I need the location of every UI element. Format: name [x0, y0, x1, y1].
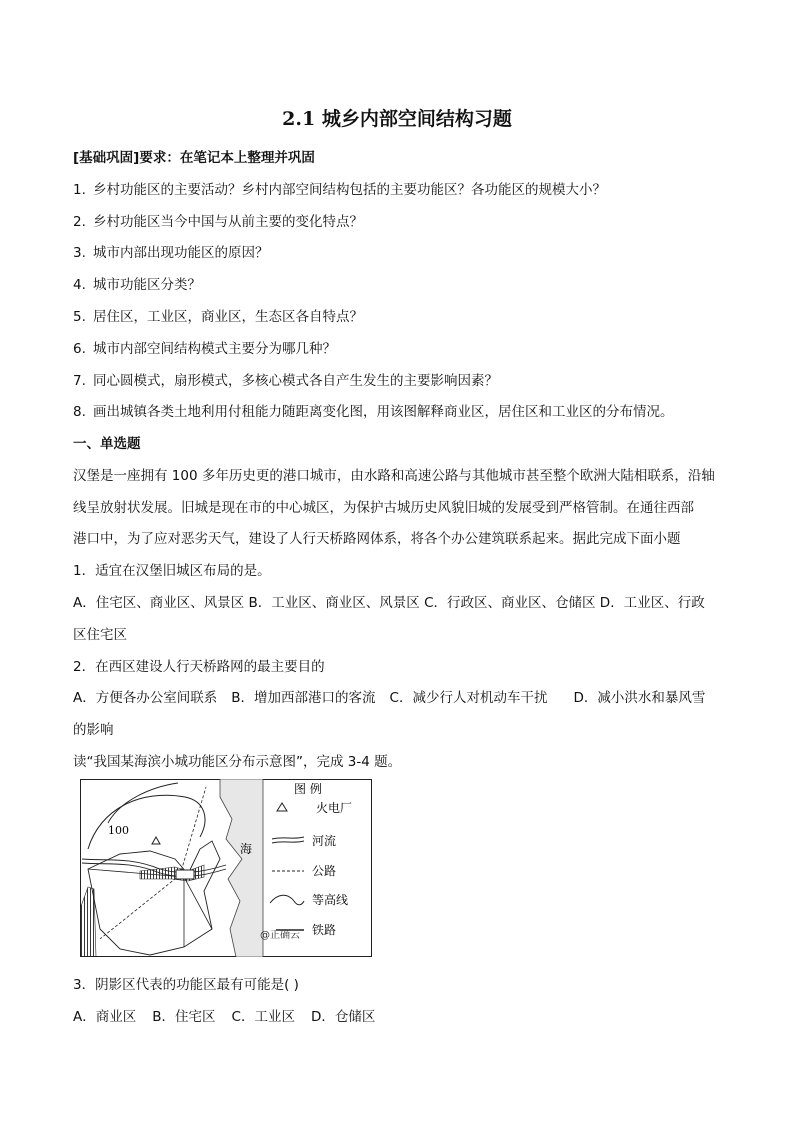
item-text: 城市内部空间结构模式主要分为哪几种？: [93, 341, 336, 357]
basics-item: [73, 178, 606, 198]
passage-line: 线呈放射状发展。旧城是现在市的中心城区，为保护古城历史风貌旧城的发展受到严格管制。在通往西部: [73, 500, 694, 516]
read-instruction: 读“我国某海滨小城功能区分布示意图”，完成 3-4 题。: [73, 754, 402, 770]
option-d: D．仓储区: [310, 1009, 376, 1025]
option-c: C．减少行人对机动车干扰: [389, 690, 548, 706]
passage-line: 港口中，为了应对恶劣天气，建设了人行天桥路网体系，将各个办公建筑联系起来。据此完成下面小题: [73, 531, 681, 547]
page-title: 2.1 城乡内部空间结构习题: [282, 108, 512, 130]
legend-label: 河流: [312, 834, 337, 848]
passage-line: 汉堡是一座拥有 100 多年历史更的港口城市，由水路和高速公路与其他城市甚至整个欧洲大陆相联系，沿轴: [73, 468, 715, 484]
item-number: 4.: [73, 277, 86, 293]
item-text: 乡村功能区的主要活动？乡村内部空间结构包括的主要功能区？各功能区的规模大小？: [93, 182, 606, 198]
question-options: 的影响: [73, 722, 114, 738]
question-options: A．住宅区、商业区、风景区 B．工业区、商业区、风景区 C．行政区、商业区、仓储区 D．工业区、行政: [73, 595, 705, 611]
station-box: [176, 870, 194, 879]
option-b: B．增加西部港口的客流: [231, 690, 376, 706]
legend-label: 公路: [312, 864, 337, 878]
item-number: 5.: [73, 309, 86, 325]
question-stem: 2．在西区建设人行天桥路网的最主要目的: [73, 659, 325, 675]
question-options: [73, 686, 705, 706]
item-number: 1.: [73, 182, 86, 198]
item-number: 7.: [73, 373, 86, 389]
basics-item: [73, 369, 498, 389]
watermark: @正确云: [260, 930, 300, 941]
legend-label: 铁路: [312, 923, 337, 937]
option-a: A．方便各办公室间联系: [73, 690, 218, 706]
item-text: 同心圆模式，扇形模式，多核心模式各自产生发生的主要影响因素？: [93, 373, 498, 389]
legend-title: 图 例: [294, 782, 322, 796]
item-text: 居住区，工业区，商业区，生态区各自特点？: [93, 309, 363, 325]
question-stem: 1．适宜在汉堡旧城区布局的是。: [73, 563, 271, 579]
question-stem: 3．阴影区代表的功能区最有可能是( ): [73, 977, 299, 993]
option-d: D．减小洪水和暴风雪: [573, 690, 706, 706]
question-options: 区住宅区: [73, 627, 127, 643]
question-options: [73, 1005, 375, 1025]
option-b: B．住宅区: [152, 1009, 216, 1025]
option-a: A．商业区: [73, 1009, 137, 1025]
item-text: 城市功能区分类？: [93, 277, 201, 293]
basics-item: [73, 305, 363, 325]
item-number: 8.: [73, 404, 86, 420]
item-number: 2.: [73, 214, 86, 230]
item-text: 乡村功能区当今中国与从前主要的变化特点？: [93, 214, 363, 230]
basics-item: [73, 273, 201, 293]
sea-label: 海: [240, 842, 253, 856]
section-header: 一、单选题: [73, 436, 141, 452]
option-c: C．工业区: [231, 1009, 295, 1025]
contour-label: 100: [108, 824, 129, 837]
basics-header: [基础巩固]要求：在笔记本上整理并巩固: [73, 150, 315, 166]
item-number: 6.: [73, 341, 86, 357]
item-number: 3.: [73, 245, 86, 261]
basics-item: [73, 400, 674, 420]
item-text: 画出城镇各类土地利用付租能力随距离变化图，用该图解释商业区，居住区和工业区的分布情况。: [93, 404, 674, 420]
basics-item: [73, 337, 336, 357]
city-function-map: [80, 779, 372, 957]
basics-item: [73, 241, 269, 261]
basics-item: [73, 210, 363, 230]
legend-label: 等高线: [312, 893, 349, 907]
legend-label: 火电厂: [316, 801, 353, 815]
item-text: 城市内部出现功能区的原因？: [93, 245, 269, 261]
